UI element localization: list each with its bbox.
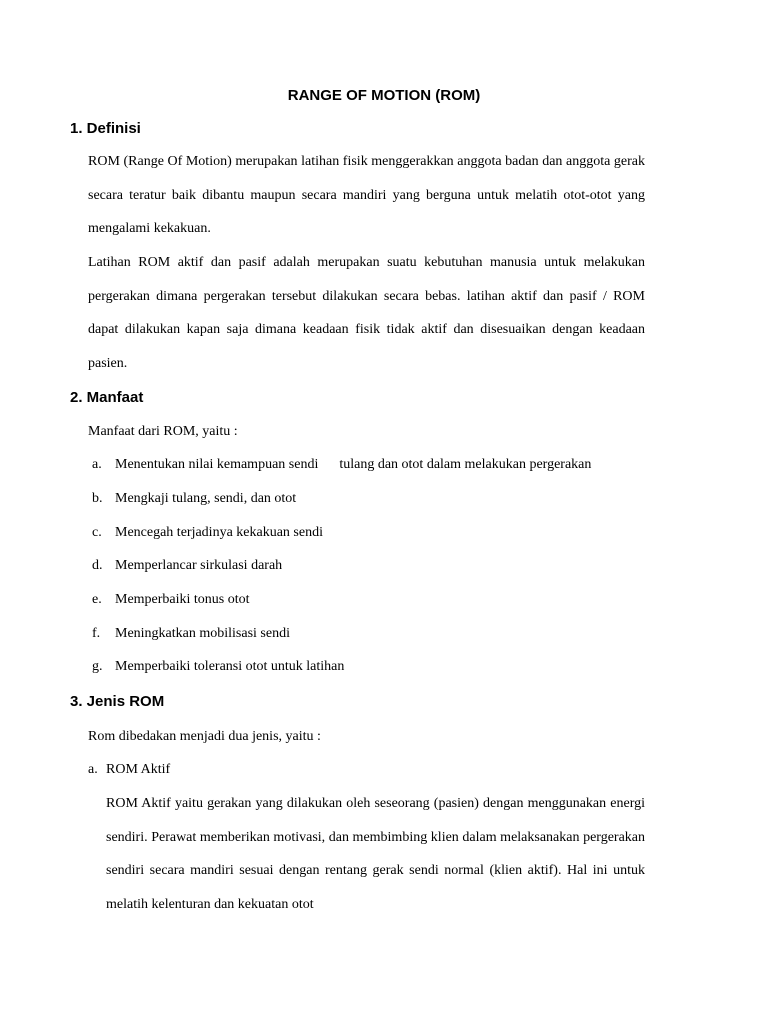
list-marker: d. xyxy=(92,558,103,573)
list-item xyxy=(0,657,768,677)
jenis-rom-intro: Rom dibedakan menjadi dua jenis, yaitu : xyxy=(88,729,321,744)
list-marker: g. xyxy=(92,659,103,674)
list-text: Memperbaiki tonus otot xyxy=(115,592,250,607)
definisi-paragraph-2: Latihan ROM aktif dan pasif adalah merupakan suatu kebutuhan manusia untuk melakukan pergerakan dimana pergerakan tersebut dilakukan secara bebas. latihan aktif dan pasif / ROM dapat dilakukan kapan saja dimana keadaan fisik tidak aktif dan disesuaikan dengan keadaan pasien. xyxy=(88,255,645,371)
rom-aktif-paragraph: ROM Aktif yaitu gerakan yang dilakukan oleh seseorang (pasien) dengan menggunakan energi sendiri. Perawat memberikan motivasi, dan membimbing klien dalam melaksanakan pergerakan sendiri secara mandiri sesuai dengan rentang gerak sendi normal (klien aktif). Hal ini untuk melatih kelenturan dan kekuatan otot xyxy=(106,796,645,912)
definisi-paragraph-1: ROM (Range Of Motion) merupakan latihan fisik menggerakkan anggota badan dan anggota gerak secara teratur baik dibantu maupun secara mandiri yang berguna untuk melatih otot-otot yang mengalami kekakuan. xyxy=(88,154,645,237)
document-title: RANGE OF MOTION (ROM) xyxy=(287,87,481,104)
list-marker: e. xyxy=(92,592,102,607)
list-marker: a. xyxy=(92,457,102,472)
list-marker: b. xyxy=(92,491,103,506)
list-text: Memperbaiki toleransi otot untuk latihan xyxy=(115,659,345,674)
list-item xyxy=(0,455,768,475)
list-marker: c. xyxy=(92,525,102,540)
list-text: Meningkatkan mobilisasi sendi xyxy=(115,626,290,641)
list-text: Mencegah terjadinya kekakuan sendi xyxy=(115,525,323,540)
list-item xyxy=(0,590,768,610)
subsection-title: ROM Aktif xyxy=(106,762,171,777)
list-item xyxy=(0,556,768,576)
list-text: Memperlancar sirkulasi darah xyxy=(115,558,283,573)
manfaat-intro: Manfaat dari ROM, yaitu : xyxy=(88,424,238,439)
list-text: Mengkaji tulang, sendi, dan otot xyxy=(115,491,297,506)
section-heading-jenis-rom: 3. Jenis ROM xyxy=(70,693,165,710)
subsection-marker: a. xyxy=(88,762,98,777)
list-item xyxy=(0,523,768,543)
list-marker: f. xyxy=(92,626,101,641)
list-item xyxy=(0,489,768,509)
section-heading-definisi: 1. Definisi xyxy=(70,120,141,137)
list-item xyxy=(0,624,768,644)
list-text: Menentukan nilai kemampuan sendi tulang dan otot dalam melakukan pergerakan xyxy=(115,457,592,472)
section-heading-manfaat: 2. Manfaat xyxy=(70,389,144,406)
